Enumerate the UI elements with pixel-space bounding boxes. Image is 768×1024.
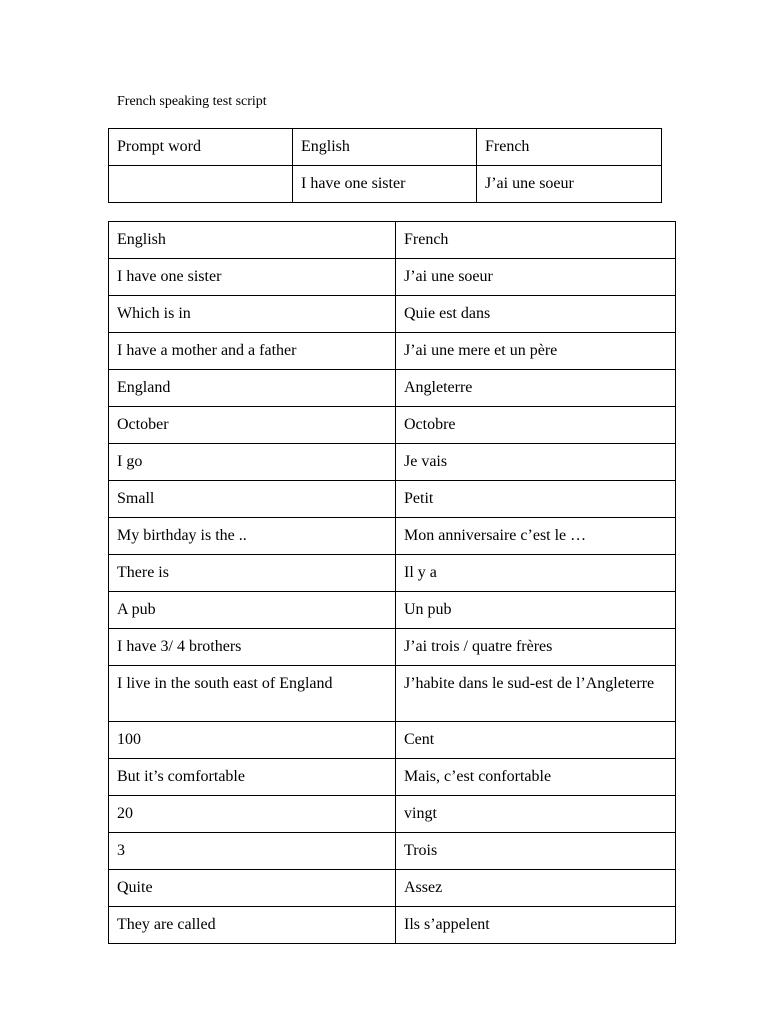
table-row	[109, 481, 676, 518]
vocab-table	[108, 221, 676, 944]
french-cell: Petit	[396, 481, 676, 518]
table-row	[109, 407, 676, 444]
french-cell: Je vais	[396, 444, 676, 481]
english-cell: Which is in	[109, 296, 396, 333]
french-cell: Mais, c’est confortable	[396, 759, 676, 796]
french-cell: vingt	[396, 796, 676, 833]
vocab-header-row	[109, 222, 676, 259]
french-cell: J’ai une mere et un père	[396, 333, 676, 370]
table-row	[109, 444, 676, 481]
french-cell: J’ai une soeur	[396, 259, 676, 296]
table-row	[109, 833, 676, 870]
french-cell: Trois	[396, 833, 676, 870]
french-cell: Octobre	[396, 407, 676, 444]
english-cell: They are called	[109, 907, 396, 944]
table-row	[109, 907, 676, 944]
english-cell: My birthday is the ..	[109, 518, 396, 555]
table-row	[109, 592, 676, 629]
header-french: French	[477, 129, 662, 166]
prompt-table-header-row	[109, 129, 662, 166]
table-row	[109, 370, 676, 407]
table-row	[109, 722, 676, 759]
english-cell: I have 3/ 4 brothers	[109, 629, 396, 666]
vocab-header-english: English	[109, 222, 396, 259]
french-cell: Mon anniversaire c’est le …	[396, 518, 676, 555]
table-row	[109, 666, 676, 722]
french-cell: Quie est dans	[396, 296, 676, 333]
french-cell: Cent	[396, 722, 676, 759]
english-cell: England	[109, 370, 396, 407]
french-cell: J’habite dans le sud-est de l’Angleterre	[396, 666, 676, 722]
document-title: French speaking test script	[117, 94, 267, 109]
english-cell: I live in the south east of England	[109, 666, 396, 722]
english-cell: Quite	[109, 870, 396, 907]
english-cell: Small	[109, 481, 396, 518]
french-cell: Ils s’appelent	[396, 907, 676, 944]
table-row	[109, 259, 676, 296]
french-cell: Il y a	[396, 555, 676, 592]
english-cell: 3	[109, 833, 396, 870]
english-cell: A pub	[109, 592, 396, 629]
prompt-word-cell	[109, 166, 293, 203]
table-row	[109, 555, 676, 592]
table-row	[109, 796, 676, 833]
prompt-table-row	[109, 166, 662, 203]
english-cell: I have a mother and a father	[109, 333, 396, 370]
english-cell: 100	[109, 722, 396, 759]
french-cell: Angleterre	[396, 370, 676, 407]
header-prompt-word: Prompt word	[109, 129, 293, 166]
french-cell: Un pub	[396, 592, 676, 629]
english-cell: But it’s comfortable	[109, 759, 396, 796]
english-cell: I have one sister	[293, 166, 477, 203]
english-cell: 20	[109, 796, 396, 833]
french-cell: Assez	[396, 870, 676, 907]
table-row	[109, 518, 676, 555]
table-row	[109, 870, 676, 907]
table-row	[109, 333, 676, 370]
french-cell: J’ai trois / quatre frères	[396, 629, 676, 666]
english-cell: October	[109, 407, 396, 444]
table-row	[109, 759, 676, 796]
english-cell: I go	[109, 444, 396, 481]
header-english: English	[293, 129, 477, 166]
table-row	[109, 629, 676, 666]
english-cell: I have one sister	[109, 259, 396, 296]
vocab-header-french: French	[396, 222, 676, 259]
table-row	[109, 296, 676, 333]
english-cell: There is	[109, 555, 396, 592]
prompt-table	[108, 128, 662, 203]
french-cell: J’ai une soeur	[477, 166, 662, 203]
